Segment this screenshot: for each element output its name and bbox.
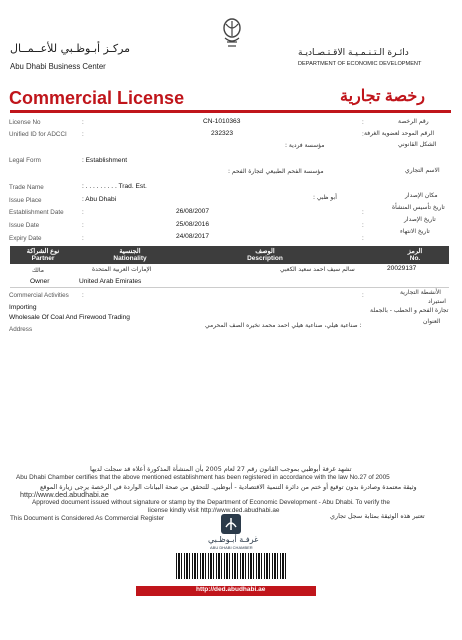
expiry-date-label-ar: تاريخ الانتهاء bbox=[400, 228, 430, 235]
legal-form-value: : Establishment bbox=[82, 157, 128, 164]
activities-colon-ar: : bbox=[362, 292, 364, 299]
issue-date-value: 25/08/2016 bbox=[176, 221, 210, 228]
partners-table-header bbox=[10, 246, 449, 264]
barcode bbox=[176, 553, 288, 579]
trade-name-value-ar: مؤسسة الفحم الطبيعي لتجارة الفحم : bbox=[228, 168, 324, 175]
adcci-label-ar: الرقم الموحد لعضوية الغرفة bbox=[364, 130, 435, 137]
adcci-label: Unified ID for ADCCI bbox=[9, 131, 67, 138]
adbc-logo-en: Abu Dhabi Business Center bbox=[10, 62, 106, 71]
document-title: Commercial License bbox=[9, 88, 185, 108]
footer-en-5: This Document is Considered As Commercial Register bbox=[10, 515, 165, 522]
address-label-ar: العنوان bbox=[423, 318, 441, 325]
trade-name-label-ar: الاسم التجاري bbox=[405, 167, 440, 174]
issue-date-colon: : bbox=[82, 222, 84, 229]
chamber-name-ar: غرفـة أبـوظـبي bbox=[208, 535, 259, 544]
col-description-ar: الوصف bbox=[255, 248, 275, 255]
issue-place-label: Issue Place bbox=[9, 197, 42, 204]
footer-ar-1: تشهد غرفة أبوظبي بموجب القانون رقم 27 لعام 2005 بأن المنشأة المذكورة أعلاه قد سجلت لديها bbox=[90, 465, 352, 473]
issue-place-value: : Abu Dhabi bbox=[82, 196, 117, 203]
issue-date-label-ar: تاريخ الإصدار bbox=[404, 216, 436, 223]
col-no-ar: الرمز bbox=[407, 248, 423, 255]
adcci-value: 232323 bbox=[211, 130, 234, 137]
est-date-value: 26/08/2007 bbox=[176, 208, 210, 215]
license-no-value: CN-1010363 bbox=[203, 118, 241, 125]
col-description: Description bbox=[247, 255, 283, 262]
issue-date-label: Issue Date bbox=[9, 222, 40, 229]
license-no-label-ar: رقم الرخصة bbox=[398, 118, 429, 125]
footer-en-4: license kindly visit http://www.ded.abudhabi.ae bbox=[148, 507, 280, 514]
license-no-colon: : bbox=[82, 119, 84, 126]
adcci-colon: : bbox=[82, 131, 84, 138]
partner-type: Owner bbox=[30, 278, 50, 285]
activity-2: Wholesale Of Coal And Firewood Trading bbox=[9, 314, 130, 321]
col-nationality: Nationality bbox=[113, 255, 147, 262]
col-partner: Partner bbox=[31, 255, 55, 262]
activities-colon: : bbox=[82, 292, 84, 299]
address-label: Address bbox=[9, 326, 33, 333]
issue-date-colon-ar: : bbox=[362, 222, 364, 229]
partner-type-ar: مالك bbox=[32, 267, 44, 274]
title-underline bbox=[10, 110, 451, 113]
ded-logo-en: DEPARTMENT OF ECONOMIC DEVELOPMENT bbox=[298, 61, 422, 67]
license-no-label: License No bbox=[9, 119, 41, 126]
footer-ar-5: تعتبر هذه الوثيقة بمثابة سجل تجاري bbox=[330, 512, 425, 520]
document-title-ar: رخصة تجارية bbox=[340, 88, 425, 105]
license-no-colon-ar: : bbox=[362, 119, 364, 126]
footer-url[interactable]: http://ded.abudhabi.ae bbox=[196, 586, 266, 593]
partner-nationality-ar: الإمارات العربية المتحدة bbox=[92, 266, 152, 273]
activity-1: Importing bbox=[9, 304, 37, 311]
activity-2-ar: تجارة الفحم و الحطب - بالجملة bbox=[370, 307, 449, 314]
issue-place-value-ar: أبو ظبي : bbox=[313, 194, 337, 201]
est-date-colon: : bbox=[82, 209, 84, 216]
ded-emblem-icon bbox=[220, 18, 244, 57]
activities-label-ar: الأنشطة التجارية bbox=[400, 289, 441, 296]
activity-1-ar: استيراد bbox=[428, 298, 446, 305]
expiry-date-colon: : bbox=[82, 235, 84, 242]
chamber-name-en: ABU DHABI CHAMBER bbox=[210, 545, 253, 550]
col-nationality-ar: الجنسية bbox=[119, 248, 141, 255]
expiry-date-colon-ar: : bbox=[362, 235, 364, 242]
footer-en-3: Approved document issued without signature or stamp by the Department of Economic Development - Abu Dhabi. To verify the bbox=[32, 499, 390, 506]
partner-nationality: United Arab Emirates bbox=[79, 278, 142, 285]
expiry-date-value: 24/08/2017 bbox=[176, 233, 210, 240]
trade-name-label: Trade Name bbox=[9, 184, 44, 191]
partner-description-ar: سالم سيف احمد سعيد الكعبي bbox=[280, 266, 355, 273]
legal-form-label: Legal Form bbox=[9, 157, 41, 164]
est-date-colon-ar: : bbox=[362, 209, 364, 216]
partner-row-divider bbox=[10, 287, 449, 288]
est-date-label-ar: تاريخ تأسيس المنشأة bbox=[392, 204, 445, 211]
legal-form-label-ar: الشكل القانوني bbox=[398, 141, 437, 148]
est-date-label: Establishment Date bbox=[9, 209, 64, 216]
partner-no: 20029137 bbox=[387, 265, 417, 272]
footer-en-1: Abu Dhabi Chamber certifies that the above mentioned establishment has been registered in accordance with the law No.27 of 2005 bbox=[16, 474, 390, 481]
ded-logo-ar: دائـرة الـتـنـمـيـة الاقـتـصـاديـة bbox=[298, 48, 409, 58]
expiry-date-label: Expiry Date bbox=[9, 235, 42, 242]
footer-en-2: http://www.ded.abudhabi.ae bbox=[20, 490, 109, 499]
address-value-ar: : صناعية هيلي، صناعية هيلي احمد محمد نخيره الصف المحرمي bbox=[205, 322, 362, 329]
legal-form-value-ar: مؤسسة فردية : bbox=[285, 142, 325, 149]
col-no: No. bbox=[409, 255, 421, 262]
activities-label: Commercial Activities bbox=[9, 292, 69, 299]
col-partner-ar: نوع الشراكة bbox=[26, 248, 60, 255]
adbc-logo-ar: مركـز أبـوظـبي للأعــمــال bbox=[10, 42, 131, 55]
adcci-colon-ar: : bbox=[362, 131, 364, 138]
issue-place-label-ar: مكان الإصدار bbox=[405, 192, 438, 199]
trade-name-value: : . . . . . . . . . Trad. Est. bbox=[82, 183, 147, 190]
footer-ar-2: وثيقة معتمدة وصادرة بدون توقيع أو ختم من دائرة التنمية الاقتصادية - أبوظبي. للتحقق من صحة البيانات الواردة في الرخصة يرجى زيارة الموقع bbox=[40, 483, 417, 491]
